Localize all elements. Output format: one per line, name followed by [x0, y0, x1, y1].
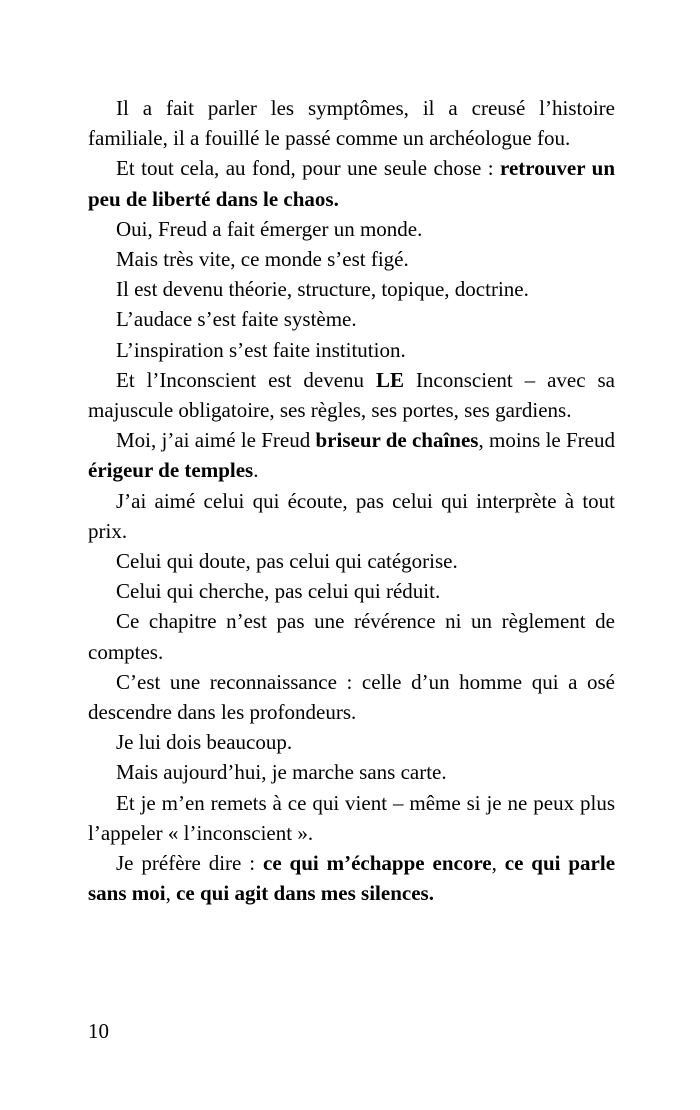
page-number: 10 — [88, 1019, 109, 1043]
text-run: Je préfère dire : — [116, 851, 263, 876]
text-run: Inconscient – avec sa majuscule obligatoire, ses règles, ses portes, ses gardiens. — [88, 367, 615, 423]
text-run: Et tout cela, au fond, pour une seule chose : — [116, 156, 501, 181]
text-run: Mais aujourd’hui, je marche sans carte. — [116, 760, 447, 785]
text-run: Il est devenu théorie, structure, topique, doctrine. — [116, 277, 529, 302]
paragraph — [88, 606, 615, 666]
paragraph — [88, 335, 615, 365]
text-run: Celui qui cherche, pas celui qui réduit. — [116, 579, 441, 604]
paragraph — [88, 727, 615, 757]
paragraph — [88, 244, 615, 274]
text-run: Je lui dois beaucoup. — [116, 730, 293, 755]
paragraph — [88, 576, 615, 606]
text-run: Ce chapitre n’est pas une révérence ni un règlement de comptes. — [88, 609, 615, 664]
bold-text-run: ce qui agit dans mes silences. — [176, 881, 434, 906]
text-run: . — [253, 458, 259, 483]
bold-text-run: retrouver un peu de liberté dans le chaos. — [88, 156, 615, 211]
text-run: L’inspiration s’est faite institution. — [116, 337, 406, 362]
paragraph — [88, 93, 615, 153]
paragraph — [88, 848, 615, 908]
paragraph — [88, 788, 615, 848]
paragraph — [88, 365, 615, 425]
bold-text-run: briseur de chaînes — [315, 428, 479, 453]
text-run: L’audace s’est faite système. — [116, 307, 357, 332]
bold-text-run: ce qui parle sans moi — [88, 851, 616, 906]
bold-text-run: érigeur de temples — [88, 458, 254, 483]
paragraph — [88, 304, 615, 334]
text-run: , moins le Freud — [478, 428, 615, 453]
text-run: Et l’Inconscient est devenu — [116, 367, 376, 392]
paragraph — [88, 667, 615, 727]
paragraph — [88, 153, 615, 213]
text-run: , — [491, 851, 505, 876]
text-run: C’est une reconnaissance : celle d’un homme qui a osé descendre dans les profondeurs. — [88, 669, 615, 725]
text-run: J’ai aimé celui qui écoute, pas celui qui interprète à tout prix. — [88, 488, 615, 543]
paragraph — [88, 486, 615, 546]
paragraph — [88, 274, 615, 304]
text-run: Celui qui doute, pas celui qui catégorise. — [116, 549, 458, 574]
body-text — [88, 93, 615, 908]
bold-text-run: ce qui m’échappe encore — [263, 851, 492, 876]
paragraph — [88, 546, 615, 576]
text-run: Moi, j’ai aimé le Freud — [116, 428, 316, 453]
paragraph — [88, 425, 615, 485]
paragraph — [88, 214, 615, 244]
text-run: Mais très vite, ce monde s’est figé. — [116, 247, 409, 272]
paragraph — [88, 757, 615, 787]
text-run: Et je m’en remets à ce qui vient – même si je ne peux plus l’appeler « l’inconscient ». — [88, 790, 615, 845]
text-run: , — [165, 881, 177, 906]
bold-text-run: LE — [375, 367, 404, 392]
text-run: Il a fait parler les symptômes, il a creusé l’histoire familiale, il a fouillé le passé comme un archéologue fou. — [88, 96, 615, 151]
text-run: Oui, Freud a fait émerger un monde. — [116, 216, 423, 241]
